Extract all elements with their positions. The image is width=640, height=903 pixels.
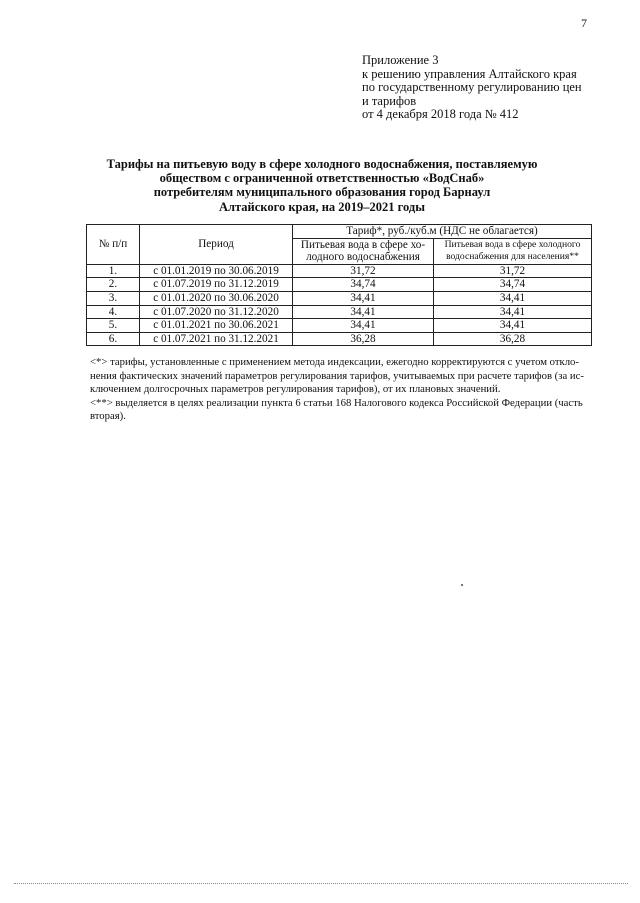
row-period: с 01.07.2019 по 31.12.2019 bbox=[140, 278, 293, 292]
row-tariff-b: 36,28 bbox=[434, 332, 592, 346]
row-period: с 01.01.2019 по 30.06.2019 bbox=[140, 264, 293, 278]
row-tariff-a: 34,41 bbox=[293, 319, 434, 333]
row-tariff-a: 34,74 bbox=[293, 278, 434, 292]
row-tariff-a: 34,41 bbox=[293, 305, 434, 319]
bottom-scan-edge bbox=[14, 883, 628, 884]
header-drinking-water-line: Питьевая вода в сфере хо- bbox=[300, 238, 426, 251]
row-number: 3. bbox=[87, 291, 140, 305]
row-tariff-b: 34,41 bbox=[434, 305, 592, 319]
row-tariff-a: 36,28 bbox=[293, 332, 434, 346]
footnote-line: ключением долгосрочных параметров регулирования тарифов), от их плановых значений. bbox=[90, 383, 501, 396]
row-tariff-b: 34,41 bbox=[434, 291, 592, 305]
page-number: 7 bbox=[581, 16, 587, 30]
header-period: Период bbox=[140, 225, 293, 265]
appendix-line: и тарифов bbox=[362, 93, 417, 108]
header-population-line: водоснабжения для населения** bbox=[446, 251, 579, 263]
appendix-line: по государственному регулированию цен bbox=[362, 80, 582, 94]
header-drinking-water-population bbox=[434, 238, 592, 264]
appendix-line: Приложение 3 bbox=[362, 53, 439, 67]
header-tariff-group: Тариф*, руб./куб.м (НДС не облагается) bbox=[293, 225, 592, 239]
table-row bbox=[87, 264, 592, 278]
table-row bbox=[87, 305, 592, 319]
row-number: 1. bbox=[87, 264, 140, 278]
title-line: Тарифы на питьевую воду в сфере холодного водоснабжения, поставляемую bbox=[106, 157, 538, 171]
row-number: 2. bbox=[87, 278, 140, 292]
header-population-line: Питьевая вода в сфере холодного bbox=[444, 238, 581, 250]
footnote-line: вторая). bbox=[90, 410, 126, 423]
row-tariff-b: 31,72 bbox=[434, 264, 592, 278]
table-row bbox=[87, 332, 592, 346]
row-tariff-a: 34,41 bbox=[293, 291, 434, 305]
row-period: с 01.07.2020 по 31.12.2020 bbox=[140, 305, 293, 319]
header-drinking-water-line: лодного водоснабжения bbox=[306, 251, 420, 264]
table-row bbox=[87, 278, 592, 292]
row-number: 6. bbox=[87, 332, 140, 346]
title-line: Алтайского края, на 2019–2021 годы bbox=[218, 199, 426, 214]
header-number: № п/п bbox=[87, 225, 140, 265]
row-tariff-b: 34,74 bbox=[434, 278, 592, 292]
footnotes bbox=[90, 356, 595, 424]
table-row bbox=[87, 319, 592, 333]
footnote-line: <**> выделяется в целях реализации пункта 6 статьи 168 Налогового кодекса Российской Федерации (часть bbox=[90, 396, 583, 409]
table-row bbox=[87, 291, 592, 305]
appendix-block bbox=[362, 54, 582, 122]
row-number: 4. bbox=[87, 305, 140, 319]
footnote-line: нения фактических значений параметров регулирования тарифов, учитываемых при расчете тарифов (за ис- bbox=[90, 369, 584, 382]
appendix-line: от 4 декабря 2018 года № 412 bbox=[362, 107, 519, 121]
row-number: 5. bbox=[87, 319, 140, 333]
row-tariff-b: 34,41 bbox=[434, 319, 592, 333]
header-drinking-water bbox=[293, 238, 434, 264]
document-title bbox=[60, 157, 584, 214]
row-period: с 01.01.2021 по 30.06.2021 bbox=[140, 319, 293, 333]
scan-speck bbox=[461, 584, 463, 586]
tariff-table bbox=[86, 224, 592, 346]
row-period: с 01.07.2021 по 31.12.2021 bbox=[140, 332, 293, 346]
table-header-row bbox=[87, 225, 592, 239]
row-period: с 01.01.2020 по 30.06.2020 bbox=[140, 291, 293, 305]
footnote-line: <*> тарифы, установленные с применением метода индексации, ежегодно корректируются с учетом откло- bbox=[90, 356, 579, 368]
title-line: обществом с ограниченной ответственностью «ВодСнаб» bbox=[159, 171, 485, 186]
row-tariff-a: 31,72 bbox=[293, 264, 434, 278]
title-line: потребителям муниципального образования город Барнаул bbox=[153, 185, 491, 200]
appendix-line: к решению управления Алтайского края bbox=[362, 66, 577, 81]
